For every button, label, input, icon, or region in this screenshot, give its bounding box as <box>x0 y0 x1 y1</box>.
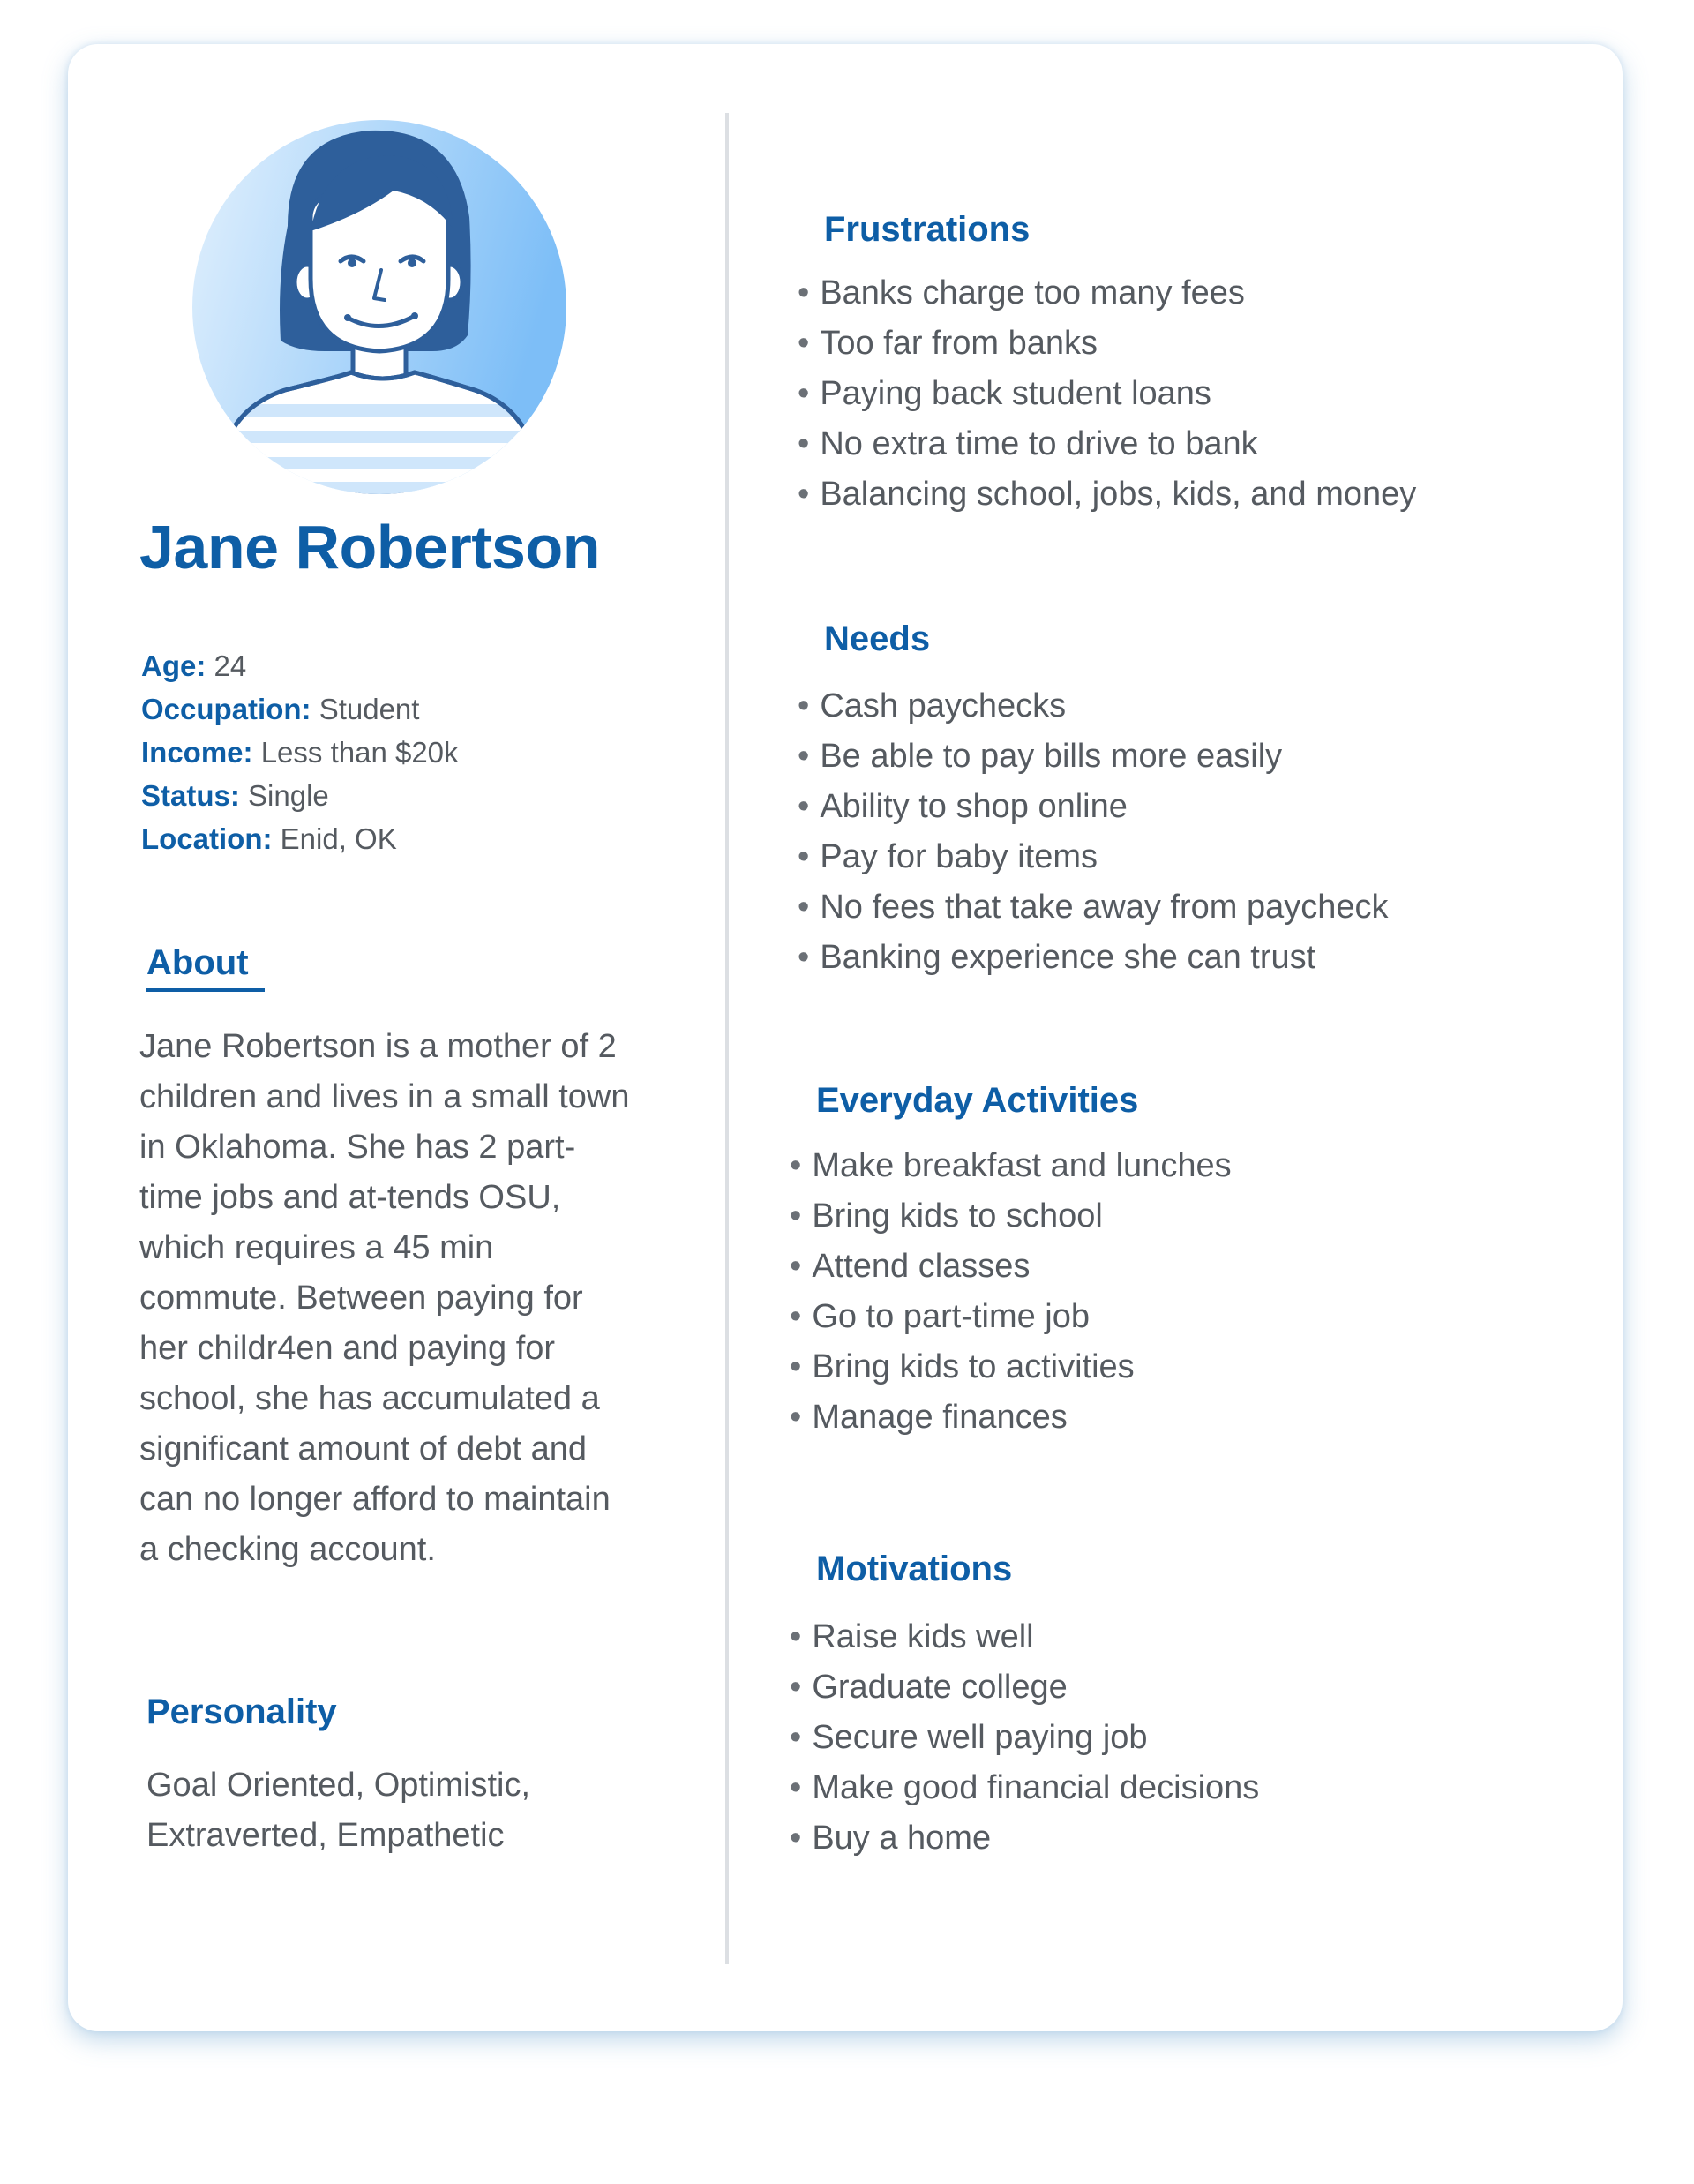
list-item: • Balancing school, jobs, kids, and money <box>798 469 1416 520</box>
list-item: • Banking experience she can trust <box>798 933 1389 983</box>
list-item: • Make good financial decisions <box>790 1763 1259 1813</box>
list-item: • Graduate college <box>790 1662 1259 1713</box>
fact-income <box>141 731 459 774</box>
list-item: • Manage finances <box>790 1392 1232 1443</box>
frustrations-title: Frustrations <box>824 210 1031 249</box>
about-title: About <box>146 943 265 992</box>
list-item: • Buy a home <box>790 1813 1259 1864</box>
motivations-list <box>790 1612 1259 1864</box>
list-item: • Secure well paying job <box>790 1713 1259 1763</box>
list-item: • Ability to shop online <box>798 782 1389 832</box>
list-item: • Be able to pay bills more easily <box>798 732 1389 782</box>
list-item: • No fees that take away from paycheck <box>798 882 1389 933</box>
list-item: • Cash paychecks <box>798 681 1389 732</box>
list-item: • Bring kids to school <box>790 1191 1232 1242</box>
fact-value: Enid, OK <box>280 822 397 855</box>
motivations-title: Motivations <box>816 1550 1013 1588</box>
list-item: • Pay for baby items <box>798 832 1389 882</box>
list-item: • Make breakfast and lunches <box>790 1141 1232 1191</box>
list-item: • Too far from banks <box>798 319 1416 369</box>
list-item: • Paying back student loans <box>798 369 1416 419</box>
fact-label: Status: <box>141 779 240 812</box>
fact-location <box>141 817 459 860</box>
fact-value: 24 <box>214 649 247 682</box>
fact-occupation <box>141 687 459 731</box>
needs-list <box>798 681 1389 983</box>
list-item: • Banks charge too many fees <box>798 268 1416 319</box>
persona-facts <box>141 644 459 860</box>
fact-value: Less than $20k <box>260 736 459 769</box>
needs-title: Needs <box>824 619 931 658</box>
list-item: • Bring kids to activities <box>790 1342 1232 1392</box>
list-item: • Raise kids well <box>790 1612 1259 1662</box>
activities-title: Everyday Activities <box>816 1081 1139 1120</box>
fact-age <box>141 644 459 687</box>
personality-title: Personality <box>146 1692 337 1731</box>
list-item: • No extra time to drive to bank <box>798 419 1416 469</box>
fact-value: Student <box>319 693 420 725</box>
frustrations-list <box>798 268 1416 520</box>
avatar-illustration <box>192 120 572 494</box>
column-divider <box>725 113 729 1964</box>
fact-label: Location: <box>141 822 273 855</box>
list-item: • Attend classes <box>790 1242 1232 1292</box>
fact-value: Single <box>248 779 329 812</box>
fact-label: Occupation: <box>141 693 311 725</box>
activities-list <box>790 1141 1232 1443</box>
fact-status <box>141 774 459 817</box>
personality-text: Goal Oriented, Optimistic, Extraverted, Empathetic <box>146 1767 531 1854</box>
about-text: Jane Robertson is a mother of 2 children and lives in a small town in Oklahoma. She has 2 part-time jobs and at-tends OSU, which requires a 45 min commute. Between paying for her childr4en and paying for school, she has accumulated a significant amount of debt and can no longer afford to maintain a checking account. <box>139 1028 630 1568</box>
fact-label: Income: <box>141 736 253 769</box>
persona-name: Jane Robertson <box>139 513 600 582</box>
list-item: • Go to part-time job <box>790 1292 1232 1342</box>
fact-label: Age: <box>141 649 206 682</box>
